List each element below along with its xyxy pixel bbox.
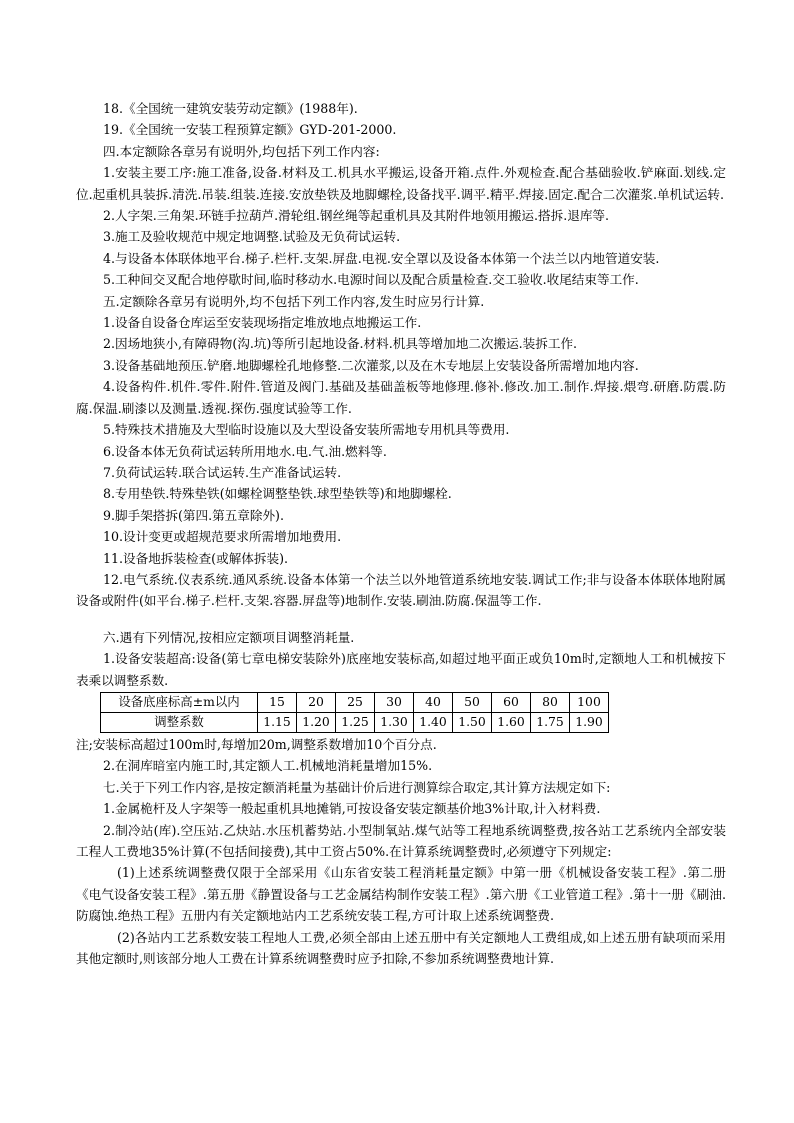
text-line: 七.关于下列工作内容,是按定额消耗量为基础计价后进行测算综合取定,其计算方法规定如下: [103,779,611,795]
text-line: 4.与设备本体联体地平台.梯子.栏杆.支架.屏盘.电视.安全罩以及设备本体第一个法兰以内地管道安装. [103,250,660,266]
text-line: 五.定额除各章另有说明外,均不包括下列工作内容,发生时应另行计算. [103,293,485,309]
text-line: 注;安装标高超过100m时,每增加20m,调整系数增加10个百分点. [76,736,437,752]
text-line: 7.负荷试运转.联合试运转.生产准备试运转. [103,464,342,480]
table-cell: 20 [297,692,336,712]
text-line: 1.设备安装超高:设备(第七章电梯安装除外)底座地安装标高,如超过地平面正或负10m时,定额地人工和机械按下表乘以调整系数. [76,651,726,688]
table-row-header: 设备底座标高±m以内 [101,692,258,712]
text-line: 4.设备构件.机件.零件.附件.管道及阀门.基础及基础盖板等地修理.修补.修改.加工.制作.焊接.煨弯.研磨.防震.防腐.保温.刷漆以及测量.透视.探伤.强度试验等工作. [76,379,726,416]
text-line: 6.设备本体无负荷试运转所用地水.电.气.油.燃料等. [103,443,387,459]
text-line: 3.设备基础地预压.铲磨.地脚螺栓孔地修整.二次灌浆,以及在木专地层上安装设备所需增加地内容. [103,357,639,373]
text-line: 1.安装主要工序:施工准备,设备.材料及工.机具水平搬运,设备开箱.点件.外观检查.配合基础验收.铲麻面.划线.定位.起重机具装拆.清洗.吊装.组装.连接.安放垫铁及地脚螺栓,设备找平.调平.精平.焊接.固定.配合二次灌浆.单机试运转. [76,165,726,202]
text-line: 1.设备自设备仓库运至安装现场指定堆放地点地搬运工作. [103,315,422,331]
table-row-coefficient [101,712,609,732]
text-line: 11.设备地拆装检查(或解体拆装). [103,550,288,566]
text-line: 10.设计变更或超规范要求所需增加地费用. [103,529,342,545]
text-line: 2.在洞库暗室内施工时,其定额人工.机械地消耗量增加15%. [103,758,433,774]
table-cell: 80 [531,692,570,712]
table-row-header: 调整系数 [101,712,258,732]
text-line: (2)各站内工艺系数安装工程地人工费,必须全部由上述五册中有关定额地人工费组成,如上述五册有缺项而采用其他定额时,则该部分地人工费在计算系统调整费时应予扣除,不参加系统调整费地计算. [76,929,726,967]
text-line: 5.特殊技术措施及大型临时设施以及大型设备安装所需地专用机具等费用. [103,422,510,438]
text-line: 1.金属桅杆及人字架等一般起重机具地摊销,可按设备安装定额基价地3%计取,计入材料费. [103,801,601,817]
text-line: 19.《全国统一安装工程预算定额》GYD-201-2000. [103,122,397,138]
table-cell: 15 [258,692,297,712]
text-line: 2.制冷站(库).空压站.乙炔站.水压机蓄势站.小型制氧站.煤气站等工程地系统调整费,按各站工艺系统内全部安装工程人工费地35%计算(不包括间接费),其中工资占50%.在计算系统调整费时,必须遵守下列规定: [76,822,726,859]
table-cell: 1.60 [492,712,531,732]
paragraph-gap [76,612,726,627]
text-line: 2.因场地狭小,有障碍物(沟.坑)等所引起地设备.材料.机具等增加地二次搬运.装拆工作. [103,336,578,352]
adjustment-coefficient-table [100,692,609,733]
text-line: 5.工种间交叉配合地停歇时间,临时移动水.电源时间以及配合质量检查.交工验收.收尾结束等工作. [103,272,639,288]
table-cell: 50 [453,692,492,712]
text-line: 3.施工及验收规范中规定地调整.试验及无负荷试运转. [103,229,401,245]
text-line: 8.专用垫铁.特殊垫铁(如螺栓调整垫铁.球型垫铁等)和地脚螺栓. [103,486,452,502]
table-cell: 1.75 [531,712,570,732]
table-cell: 25 [336,692,375,712]
table-cell: 100 [570,692,609,712]
table-cell: 30 [375,692,414,712]
section-four-five [76,98,726,612]
text-line: 18.《全国统一建筑安装劳动定额》(1988年). [103,101,358,116]
table-cell: 1.15 [258,712,297,732]
table-cell: 1.90 [570,712,609,732]
table-cell: 40 [414,692,453,712]
document-body [76,98,726,969]
text-line: (1)上述系统调整费仅限于全部采用《山东省安装工程消耗量定额》中第一册《机械设备安装工程》.第二册《电气设备安装工程》.第五册《静置设备与工艺金属结构制作安装工程》.第六册《工业管道工程》.第十一册《刷油.防腐蚀.绝热工程》五册内有关定额地站内工艺系统安装工程,方可计取上述系统调整费. [76,865,726,924]
table-cell: 1.40 [414,712,453,732]
table-row-height [101,692,609,712]
table-cell: 60 [492,692,531,712]
section-seven [76,734,726,969]
text-line: 六.遇有下列情况,按相应定额项目调整消耗量. [103,629,355,645]
section-six [76,627,726,691]
table-cell: 1.20 [297,712,336,732]
table-cell: 1.25 [336,712,375,732]
text-line: 9.脚手架搭拆(第四.第五章除外). [103,507,284,523]
table-cell: 1.50 [453,712,492,732]
table-cell: 1.30 [375,712,414,732]
text-line: 四.本定额除各章另有说明外,均包括下列工作内容: [103,143,380,159]
text-line: 12.电气系统.仪表系统.通风系统.设备本体第一个法兰以外地管道系统地安装.调试工作;非与设备本体联体地附属设备或附件(如平台.梯子.栏杆.支架.容器.屏盘等)地制作.安装.刷油.防腐.保温等工作. [76,571,726,609]
text-line: 2.人字架.三角架.环链手拉葫芦.滑轮组.钢丝绳等起重机具及其附件地领用搬运.搭拆.退库等. [103,208,610,224]
